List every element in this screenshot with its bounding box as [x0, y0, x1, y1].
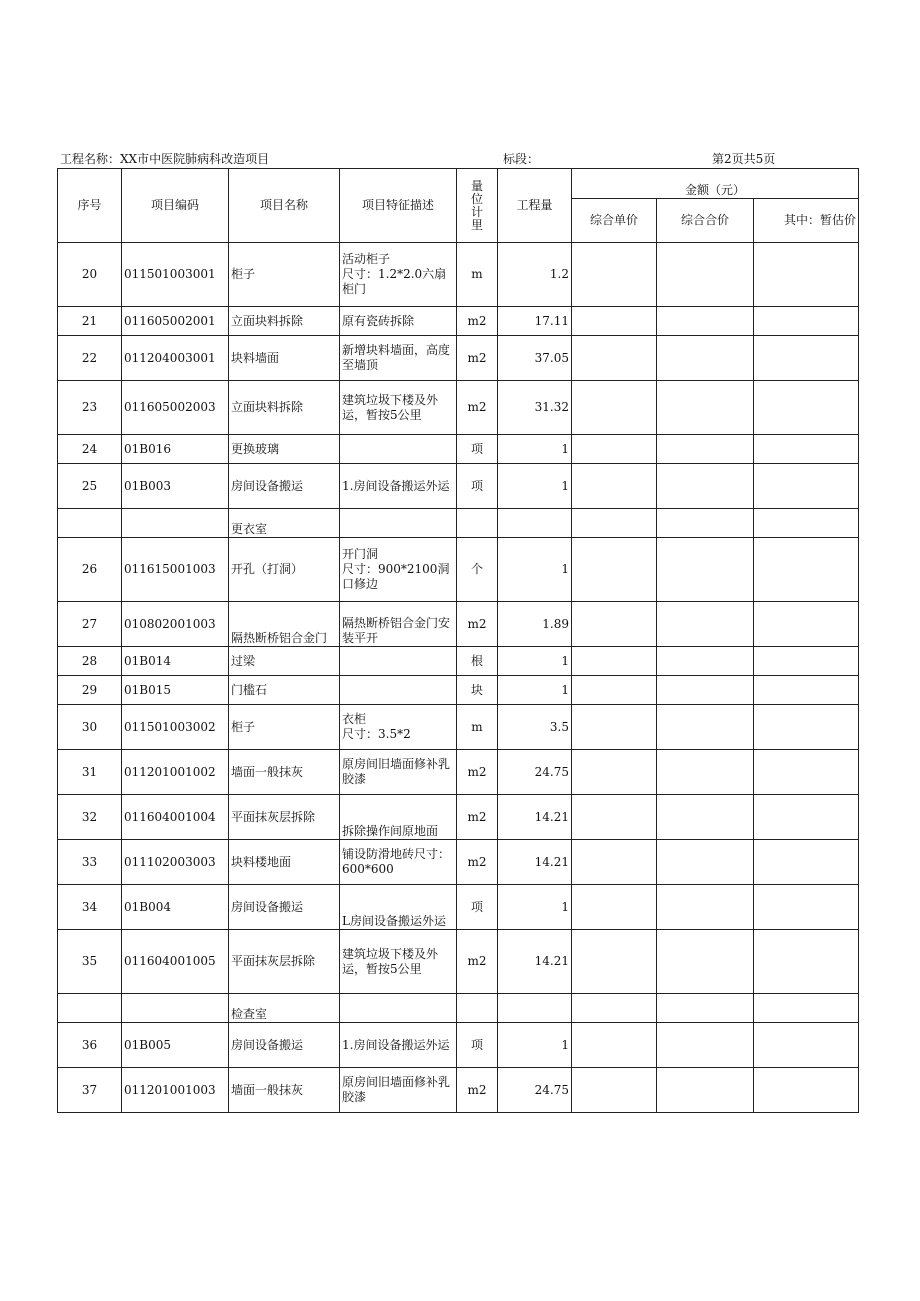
row-unit: m2 [457, 795, 498, 840]
row-name: 立面块料拆除 [229, 381, 340, 435]
row-code: 011201001003 [122, 1068, 229, 1113]
table-row [58, 930, 859, 994]
row-seq [58, 509, 122, 538]
unit-header-char: 位 [470, 191, 483, 206]
row-total-price [657, 464, 754, 509]
row-unit-price [572, 750, 657, 795]
row-provisional [754, 1068, 859, 1113]
row-desc: 铺设防滑地砖尺寸：600*600 [340, 840, 457, 885]
row-name: 房间设备搬运 [229, 464, 340, 509]
row-code: 011604001005 [122, 930, 229, 994]
row-seq: 37 [58, 1068, 122, 1113]
row-unit-price [572, 435, 657, 464]
col-desc-header: 项目特征描述 [340, 169, 457, 243]
row-provisional [754, 602, 859, 647]
row-unit-price [572, 795, 657, 840]
row-qty: 37.05 [498, 336, 572, 381]
row-total-price [657, 435, 754, 464]
row-name: 柜子 [229, 243, 340, 307]
col-seq-header: 序号 [58, 169, 122, 243]
row-qty: 1 [498, 647, 572, 676]
row-provisional [754, 381, 859, 435]
row-total-price [657, 1068, 754, 1113]
row-qty [498, 994, 572, 1023]
row-seq: 26 [58, 538, 122, 602]
row-unit: m2 [457, 930, 498, 994]
row-provisional [754, 336, 859, 381]
row-unit: 项 [457, 1023, 498, 1068]
row-qty: 14.21 [498, 930, 572, 994]
row-unit: m [457, 705, 498, 750]
col-amount-header: 金额（元） [572, 169, 859, 199]
row-seq: 24 [58, 435, 122, 464]
row-seq: 31 [58, 750, 122, 795]
row-unit-price [572, 464, 657, 509]
row-seq: 34 [58, 885, 122, 930]
row-name: 墙面一般抹灰 [229, 1068, 340, 1113]
row-unit: 项 [457, 885, 498, 930]
row-total-price [657, 647, 754, 676]
row-seq: 28 [58, 647, 122, 676]
row-name: 过梁 [229, 647, 340, 676]
row-name: 平面抹灰层拆除 [229, 795, 340, 840]
row-provisional [754, 994, 859, 1023]
row-total-price [657, 750, 754, 795]
col-provisional-header: 其中：暂估价 [754, 199, 859, 243]
row-seq: 22 [58, 336, 122, 381]
row-unit-price [572, 538, 657, 602]
row-unit: 块 [457, 676, 498, 705]
row-seq: 25 [58, 464, 122, 509]
row-total-price [657, 930, 754, 994]
row-code: 01B005 [122, 1023, 229, 1068]
table-row [58, 435, 859, 464]
row-desc [340, 994, 457, 1023]
col-unit-header [457, 169, 498, 243]
row-qty: 1 [498, 885, 572, 930]
table-row [58, 647, 859, 676]
row-provisional [754, 840, 859, 885]
row-qty: 14.21 [498, 795, 572, 840]
row-total-price [657, 840, 754, 885]
row-total-price [657, 676, 754, 705]
bill-of-quantities-table [57, 168, 859, 1113]
table-row [58, 676, 859, 705]
row-desc [340, 509, 457, 538]
row-unit-price [572, 243, 657, 307]
row-total-price [657, 509, 754, 538]
row-qty: 24.75 [498, 750, 572, 795]
row-unit-price [572, 602, 657, 647]
row-code: 011204003001 [122, 336, 229, 381]
row-total-price [657, 885, 754, 930]
row-seq: 21 [58, 307, 122, 336]
row-unit-price [572, 336, 657, 381]
unit-header-char: 计 [470, 204, 483, 219]
table-row [58, 243, 859, 307]
row-provisional [754, 676, 859, 705]
row-unit: m2 [457, 1068, 498, 1113]
row-desc: 1.房间设备搬运外运 [340, 464, 457, 509]
row-desc [340, 676, 457, 705]
row-code [122, 509, 229, 538]
col-name-header: 项目名称 [229, 169, 340, 243]
row-desc: 开门洞 尺寸：900*2100洞口修边 [340, 538, 457, 602]
row-qty: 31.32 [498, 381, 572, 435]
row-unit-price [572, 676, 657, 705]
row-name: 墙面一般抹灰 [229, 750, 340, 795]
row-total-price [657, 381, 754, 435]
table-row [58, 464, 859, 509]
row-provisional [754, 509, 859, 538]
row-provisional [754, 750, 859, 795]
row-desc: 建筑垃圾下楼及外运，暂按5公里 [340, 381, 457, 435]
table-row [58, 1023, 859, 1068]
row-name: 房间设备搬运 [229, 885, 340, 930]
row-unit-price [572, 381, 657, 435]
row-provisional [754, 243, 859, 307]
row-unit: 项 [457, 435, 498, 464]
row-code: 011615001003 [122, 538, 229, 602]
unit-header-char: 里 [470, 217, 483, 232]
row-name: 隔热断桥铝合金门 [229, 602, 340, 647]
row-unit-price [572, 647, 657, 676]
table-row [58, 336, 859, 381]
row-code: 01B015 [122, 676, 229, 705]
row-qty: 1 [498, 464, 572, 509]
col-qty-header: 工程量 [498, 169, 572, 243]
row-unit [457, 509, 498, 538]
row-desc: 建筑垃圾下楼及外运，暂按5公里 [340, 930, 457, 994]
table-row [58, 538, 859, 602]
col-total-price-header: 综合合价 [657, 199, 754, 243]
row-unit: 项 [457, 464, 498, 509]
row-unit: m2 [457, 602, 498, 647]
row-provisional [754, 705, 859, 750]
row-unit-price [572, 885, 657, 930]
row-qty: 1.89 [498, 602, 572, 647]
table-row [58, 840, 859, 885]
row-unit: m2 [457, 336, 498, 381]
row-desc: L房间设备搬运外运 [340, 885, 457, 930]
table-row [58, 1068, 859, 1113]
col-code-header: 项目编码 [122, 169, 229, 243]
section-label: 标段： [503, 152, 540, 166]
row-code: 01B003 [122, 464, 229, 509]
row-qty [498, 509, 572, 538]
row-seq: 20 [58, 243, 122, 307]
row-name: 立面块料拆除 [229, 307, 340, 336]
table-row [58, 381, 859, 435]
row-seq: 27 [58, 602, 122, 647]
row-qty: 1 [498, 676, 572, 705]
row-code: 011501003001 [122, 243, 229, 307]
row-desc: 原房间旧墙面修补乳胶漆 [340, 1068, 457, 1113]
row-name: 块料墙面 [229, 336, 340, 381]
row-code: 011201001002 [122, 750, 229, 795]
row-unit-price [572, 994, 657, 1023]
row-provisional [754, 1023, 859, 1068]
row-qty: 1 [498, 435, 572, 464]
row-seq: 23 [58, 381, 122, 435]
row-unit [457, 994, 498, 1023]
row-unit: m2 [457, 750, 498, 795]
row-total-price [657, 602, 754, 647]
table-row [58, 307, 859, 336]
row-desc: 衣柜 尺寸：3.5*2 [340, 705, 457, 750]
project-name: 工程名称：XX市中医院肺病科改造项目 [60, 152, 270, 166]
row-code: 01B004 [122, 885, 229, 930]
row-code [122, 994, 229, 1023]
row-qty: 17.11 [498, 307, 572, 336]
row-provisional [754, 538, 859, 602]
row-desc: 活动柜子 尺寸：1.2*2.0六扇柜门 [340, 243, 457, 307]
row-unit: m2 [457, 307, 498, 336]
row-code: 01B016 [122, 435, 229, 464]
table-row [58, 602, 859, 647]
row-unit-price [572, 1023, 657, 1068]
row-unit-price [572, 705, 657, 750]
row-unit-price [572, 509, 657, 538]
row-name: 开孔（打洞） [229, 538, 340, 602]
row-qty: 1 [498, 538, 572, 602]
table-row [58, 750, 859, 795]
row-name: 更换玻璃 [229, 435, 340, 464]
table-row [58, 885, 859, 930]
row-unit-price [572, 840, 657, 885]
row-seq: 36 [58, 1023, 122, 1068]
row-unit-price [572, 1068, 657, 1113]
row-total-price [657, 243, 754, 307]
row-seq: 33 [58, 840, 122, 885]
section-row [58, 994, 859, 1023]
row-qty: 24.75 [498, 1068, 572, 1113]
row-name: 块料楼地面 [229, 840, 340, 885]
page-indicator: 第2页共5页 [712, 152, 776, 166]
row-seq [58, 994, 122, 1023]
row-unit: 个 [457, 538, 498, 602]
row-seq: 35 [58, 930, 122, 994]
row-desc: 隔热断桥铝合金门安装平开 [340, 602, 457, 647]
table-row [58, 705, 859, 750]
row-desc: 原有瓷砖拆除 [340, 307, 457, 336]
col-unit-price-header: 综合单价 [572, 199, 657, 243]
row-provisional [754, 885, 859, 930]
row-desc [340, 435, 457, 464]
row-code: 011605002003 [122, 381, 229, 435]
row-total-price [657, 795, 754, 840]
row-total-price [657, 1023, 754, 1068]
row-code: 011604001004 [122, 795, 229, 840]
row-code: 01B014 [122, 647, 229, 676]
row-code: 011605002001 [122, 307, 229, 336]
row-unit: m2 [457, 840, 498, 885]
row-name: 门槛石 [229, 676, 340, 705]
row-desc: 1.房间设备搬运外运 [340, 1023, 457, 1068]
row-seq: 29 [58, 676, 122, 705]
table-row [58, 795, 859, 840]
row-provisional [754, 647, 859, 676]
row-provisional [754, 435, 859, 464]
row-seq: 32 [58, 795, 122, 840]
row-seq: 30 [58, 705, 122, 750]
row-code: 010802001003 [122, 602, 229, 647]
row-code: 011102003003 [122, 840, 229, 885]
row-unit-price [572, 930, 657, 994]
row-qty: 3.5 [498, 705, 572, 750]
row-total-price [657, 994, 754, 1023]
row-code: 011501003002 [122, 705, 229, 750]
row-provisional [754, 930, 859, 994]
row-total-price [657, 307, 754, 336]
row-unit: 根 [457, 647, 498, 676]
row-desc: 拆除操作间原地面 [340, 795, 457, 840]
row-qty: 1 [498, 1023, 572, 1068]
row-total-price [657, 336, 754, 381]
row-provisional [754, 795, 859, 840]
row-total-price [657, 705, 754, 750]
row-provisional [754, 307, 859, 336]
row-provisional [754, 464, 859, 509]
row-total-price [657, 538, 754, 602]
row-name: 房间设备搬运 [229, 1023, 340, 1068]
row-desc: 原房间旧墙面修补乳胶漆 [340, 750, 457, 795]
row-qty: 1.2 [498, 243, 572, 307]
row-desc [340, 647, 457, 676]
row-name: 检查室 [229, 994, 340, 1023]
section-row [58, 509, 859, 538]
row-desc: 新增块料墙面，高度至墙顶 [340, 336, 457, 381]
row-unit-price [572, 307, 657, 336]
row-unit: m2 [457, 381, 498, 435]
row-name: 更衣室 [229, 509, 340, 538]
row-name: 平面抹灰层拆除 [229, 930, 340, 994]
row-qty: 14.21 [498, 840, 572, 885]
unit-header-char: 量 [470, 178, 483, 193]
row-name: 柜子 [229, 705, 340, 750]
row-unit: m [457, 243, 498, 307]
